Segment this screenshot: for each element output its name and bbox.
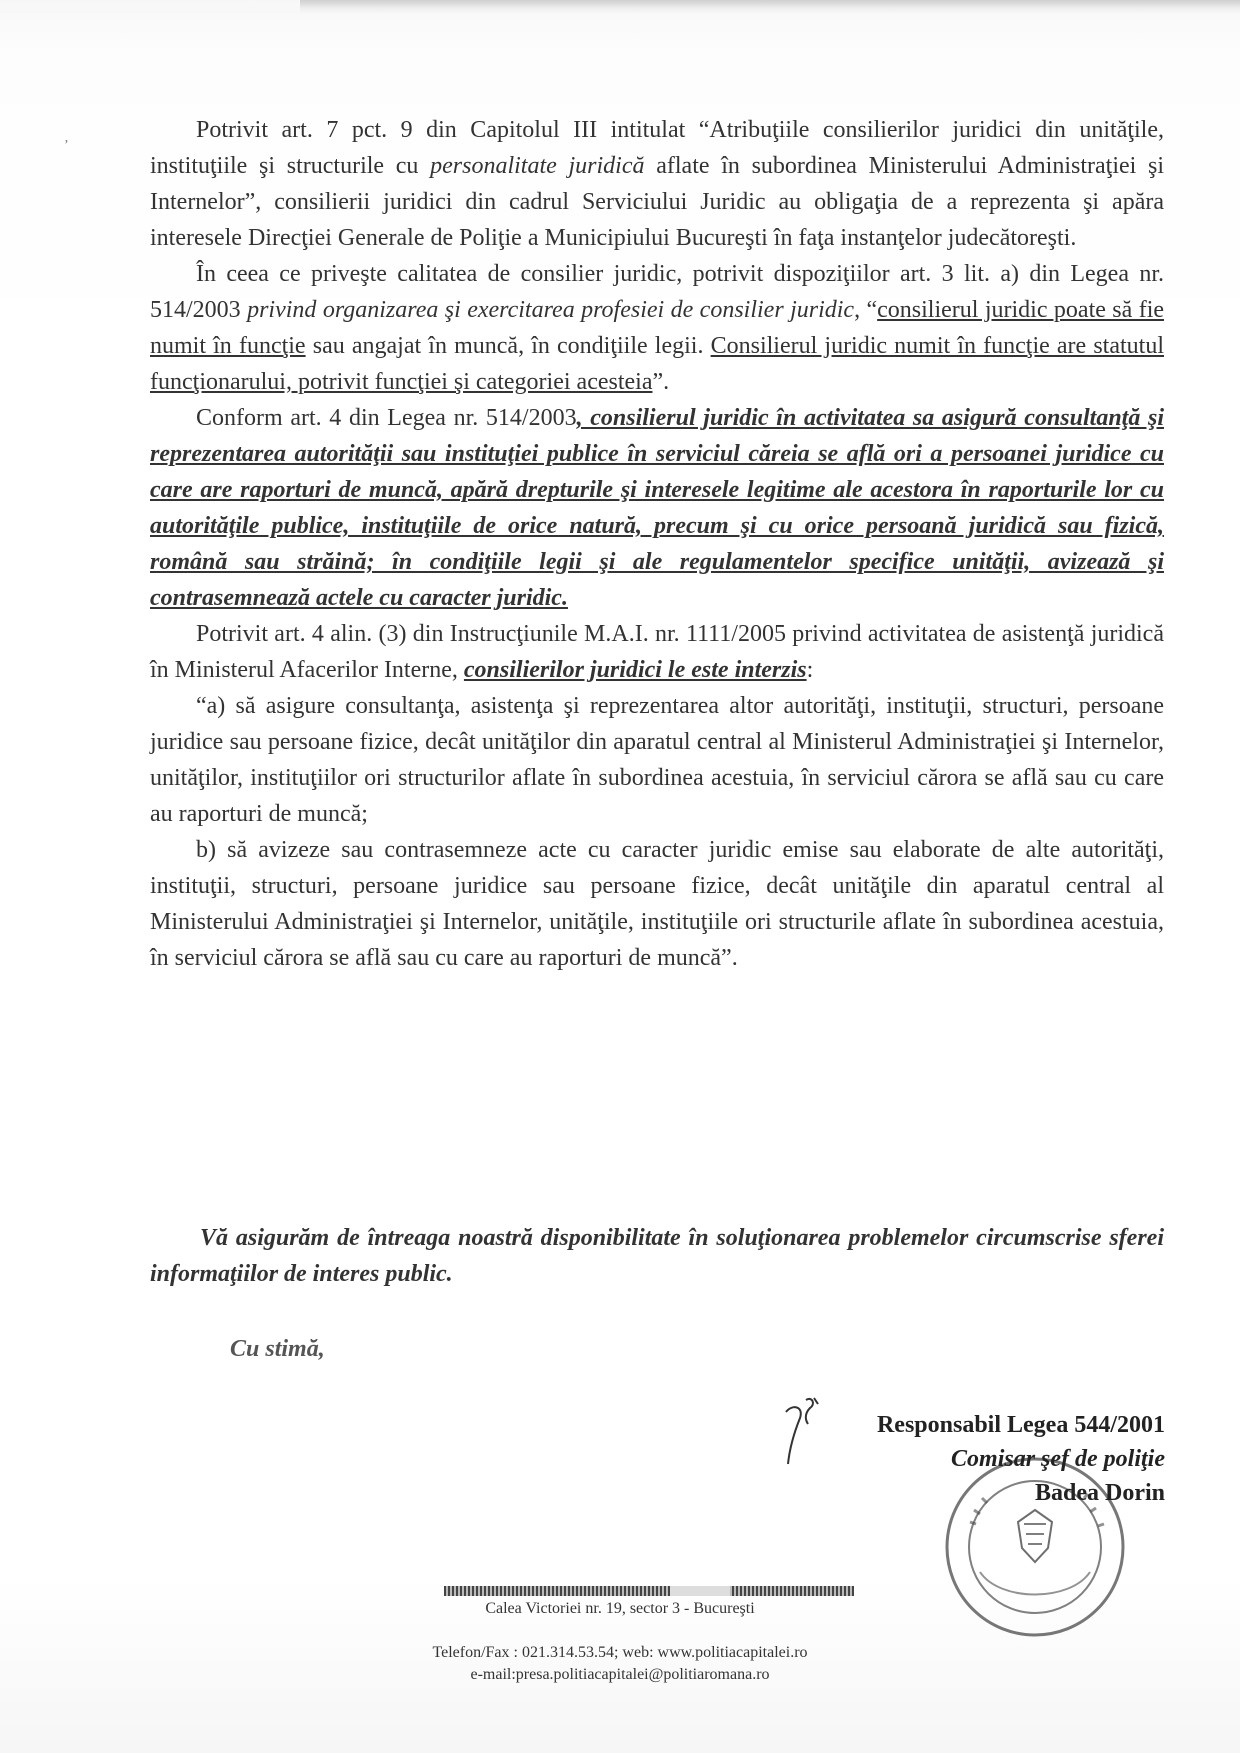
paragraph-2-text-g: ”. — [652, 369, 670, 395]
paragraph-4 — [150, 616, 1164, 688]
paragraph-2-italic: privind organizarea şi exercitarea profesiei de consilier juridic — [247, 297, 855, 323]
footer-divider-gap — [670, 1586, 730, 1596]
paragraph-4-text-c: : — [806, 657, 814, 683]
paragraph-2-underlined-2: Consilierul juridic numit în funcţie are statutul funcţionarului, potrivit funcţiei şi categoriei acesteia — [150, 333, 1164, 395]
paragraph-4-text-a: Potrivit art. 4 alin. (3) din Instrucţiunile M.A.I. nr. 1111/2005 privind activitatea de asistenţă juridică în Ministerul Afacerilor Interne, — [150, 621, 1164, 683]
paragraph-3-text-a: Conform art. 4 din Legea nr. 514/2003 — [196, 405, 577, 431]
paragraph-2-text-a: În ceea ce priveşte calitatea de consilier juridic, potrivit dispoziţiilor art. 3 lit. a) din Legea nr. 514/2003 — [150, 261, 1164, 323]
closing-statement: Vă asigurăm de întreaga noastră disponibilitate în soluţionarea problemelor circumscrise sferei informaţiilor de interes public. — [150, 1225, 1164, 1287]
paragraph-4-emphasis: consilierilor juridici le este interzis — [463, 657, 807, 683]
handwritten-mark — [778, 1394, 838, 1474]
paragraph-1-text-a: Potrivit art. 7 pct. 9 din Capitolul III intitulat “Atribuţiile consilierilor juridici din unităţile, instituţiile şi structurile cu — [150, 117, 1164, 179]
signature-block — [877, 1408, 1165, 1510]
margin-mark: ’ — [64, 138, 69, 153]
footer-contact — [0, 1642, 1240, 1686]
paragraph-2-underlined-1: consilierul juridic poate să fie numit în funcţie — [150, 297, 1165, 359]
signature-title: Responsabil Legea 544/2001 — [876, 1412, 1165, 1438]
footer-phone: Telefon/Fax : 021.314.53.54; web: www.politiacapitalei.ro — [432, 1644, 808, 1661]
footer-email: e-mail:presa.politiacapitalei@politiaromana.ro — [470, 1666, 770, 1683]
scan-shadow — [300, 0, 1240, 14]
signature-name: Badea Dorin — [1034, 1480, 1165, 1506]
paragraph-6-item-b: b) să avizeze sau contrasemneze acte cu caracter juridic emise sau elaborate de alte autorităţi, instituţii, structuri, persoane juridice sau persoane fizice, decât unităţile din aparatul central al Ministerului Administraţiei şi Internelor, unităţile, instituţiile ori structurile aflate în subordinea acestuia, în serviciul cărora se află sau cu care au raporturi de muncă”. — [150, 837, 1164, 971]
paragraph-1 — [150, 112, 1164, 256]
paragraph-3 — [150, 400, 1164, 616]
paragraph-3-emphasis: , consilierul juridic în activitatea sa asigură consultanţă şi reprezentarea autorităţii sau instituţiei publice în serviciul căreia se află ori a persoanei juridice cu care are raporturi de muncă, apără drepturile şi interesele legitime ale acestora în raporturile lor cu autorităţile publice, instituţiile de orice natură, precum şi cu orice persoană juridică sau fizică, română sau străină; în condiţiile legii şi ale regulamentelor specifice unităţii, avizează şi contrasemnează actele cu caracter juridic. — [150, 405, 1165, 611]
document-body — [150, 112, 1164, 976]
signature-role: Comisar şef de poliţie — [951, 1446, 1165, 1472]
greeting: Cu stimă, — [230, 1336, 325, 1362]
paragraph-1-text-c: aflate în subordinea Ministerului Administraţiei şi Internelor”, consilierii juridici din cadrul Serviciului Juridic au obligaţia de a reprezenta şi apăra interesele Direcţiei Generale de Poliţie a Municipiului Bucureşti în faţa instanţelor judecătoreşti. — [150, 153, 1165, 251]
footer-divider — [444, 1586, 854, 1596]
paragraph-5-item-a: “a) să asigure consultanţa, asistenţa şi reprezentarea altor autorităţi, instituţii, structuri, persoane juridice sau persoane fizice, decât unităţilor din aparatul central al Ministerul Administraţiei şi Internelor, unităţilor, instituţiilor ori structurilor aflate în subordinea acestuia, în serviciul cărora se află sau cu care au raporturi de muncă; — [150, 693, 1164, 827]
paragraph-2-text-e: sau angajat în muncă, în condiţiile legii. — [305, 333, 711, 359]
footer-address: Calea Victoriei nr. 19, sector 3 - Bucureşti — [485, 1600, 755, 1617]
paragraph-1-italic: personalitate juridică — [430, 153, 645, 179]
paragraph-2 — [150, 256, 1164, 400]
paragraph-2-text-c: , “ — [854, 297, 878, 323]
